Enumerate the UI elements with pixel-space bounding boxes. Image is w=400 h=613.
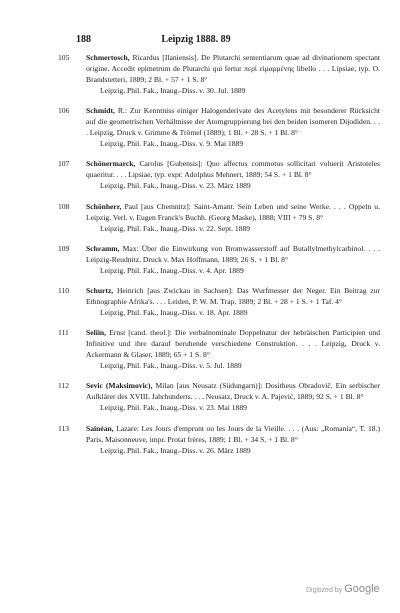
dissertation-note: Leipzig, Phil. Fak., Inaug.-Diss. v. 26. März 1889 [100, 445, 251, 455]
entry-title: Lazare: Les Jours d'emprunt ou les Jours de la Vieille. . . . (Aus: „Romania“, T. 18.) Paris, Maisonneuve, impr. Protat frères, 1889; 1 Bl. + 34 S. + 1 Bl. 8° [86, 423, 380, 444]
bibliography-entry [58, 158, 380, 191]
dissertation-note: Leipzig, Phil. Fak., Inaug.-Diss. v. 4. Apr. 1889 [100, 265, 244, 275]
entry-text [86, 52, 380, 85]
entry-number: 108 [58, 201, 70, 211]
dissertation-note: Leipzig, Phil. Fak., Inaug.-Diss. v. 18. Apr. 1889 [100, 307, 248, 317]
watermark-prefix: Digitized by [306, 587, 343, 594]
entry-number: 110 [58, 285, 70, 295]
entry-text [86, 423, 380, 445]
dissertation-note: Leipzig, Phil. Fak., Inaug.-Diss. v. 23. Mai 1889 [100, 403, 247, 413]
bibliography-entry [58, 327, 380, 371]
entry-number: 105 [58, 53, 70, 62]
dissertation-note: Leipzig, Phil. Fak., Inaug.-Diss. v. 30. Jul. 1889 [100, 86, 246, 95]
dissertation-note: Leipzig, Phil. Fak., Inaug.-Diss. v. 22. Sept. 1889 [100, 223, 251, 233]
entry-title: Paul [aus Chemnitz]: Saint-Amant. Sein Leben und seine Werke. . . . Oppeln u. Leipzig, Verl. v. Eugen Franck's Buchh. (Georg Maske), 1888; VIII + 79 S. 8° [86, 201, 380, 222]
bibliography-entry [58, 52, 380, 96]
entry-number: 106 [58, 106, 70, 116]
bibliography-entry [58, 105, 380, 149]
author-name: Schmidt, [86, 106, 115, 116]
entry-text [86, 327, 380, 360]
author-name: Schramm, [86, 243, 120, 253]
entry-number: 113 [58, 423, 70, 433]
dissertation-note: Leipzig, Phil. Fak., Inaug.-Diss. v. 23. März 1889 [100, 181, 251, 191]
author-name: Schurtz, [86, 285, 114, 295]
author-name: Sainéan, [86, 423, 114, 433]
entry-number: 107 [58, 159, 70, 169]
entry-title: Carolus [Gubensis]: Quo affectus commotus sollicitari voluerit Aristoteles quaeritur. . . . Lipsiae, typ. expr. Adolphus Mehnert, 1889; 54 S. + 1 Bl. 8° [86, 159, 380, 180]
author-name: Schönherr, [86, 201, 122, 211]
entry-text [86, 201, 380, 223]
entry-title: Milan [aus Neusatz (Südungarn)]: Dositheus Obradovič. Ein serbischer Aufklärer des XVIII. Jahrhunderts. . . . Neusatz, Druck v. A. Pajević, 1889; 92 S. + 1 Bl. 8° [86, 381, 380, 402]
bibliography-entry [58, 285, 380, 318]
bibliography-entry [58, 243, 380, 276]
entry-title: Ricardus [Ilaniensis]. De Plutarchi sententiarum quae ad divinationem spectant origine. Accedit epimetrum de Plutarchi qui fertur περὶ εἱμαρμένης libello . . . Lipsiae, typ. O. Brandstetteri, 1889; 2 Bl. + 57 + 1 S. 8° [86, 53, 380, 84]
page-header [76, 34, 316, 48]
bibliography-entry [58, 201, 380, 234]
entry-text [86, 380, 380, 402]
author-name: Seliin, [86, 328, 107, 338]
running-title: Leipzig 1888. 89 [161, 34, 231, 45]
entry-number: 112 [58, 381, 70, 391]
entry-number: 111 [58, 328, 69, 338]
bibliography-entry [58, 380, 380, 413]
entry-text [86, 158, 380, 180]
entry-number: 109 [58, 243, 70, 253]
entry-title: Max: Über die Einwirkung von Bromwasserstoff auf Butallylmethylcarbinol. . . . Leipzig-Reudnitz, Druck v. Max Hoffmann, 1889; 26 S. + 1 Bl. 8° [86, 243, 380, 264]
author-name: Schönermarck, [86, 159, 136, 169]
entry-text [86, 105, 380, 138]
entry-text [86, 243, 380, 265]
entry-title: Ernst [cand. theol.]: Die verbalnominale Doppelnatur der hebräischen Participien und Infinitive und ihre darauf beruhende verschiedene Construktion. . . . Leipzig, Druck v. Ackermann & Glaser, 1889; 65 + 1 S. 8° [86, 328, 380, 360]
author-name: Schmertosch, [86, 53, 130, 62]
entry-title: R.: Zur Kenntniss einiger Halogenderivate des Acetylens mit besonderer Rücksicht auf die geometrischen Verhältnisse der Atomgruppierung bei den beiden isomeren Dijodiden. . . . Leipzig, Druck v. Grimme & Trömel (1889); 1 Bl. + 28 S. + 1 Bl. 8° [86, 106, 380, 138]
entry-text [86, 285, 380, 307]
google-watermark [306, 583, 380, 595]
dissertation-note: Leipzig, Phil. Fak., Inaug.-Diss. v. 9. Mai 1889 [100, 139, 244, 149]
watermark-brand: Google [344, 583, 380, 595]
bibliography-entry [58, 423, 380, 456]
bibliography-list [58, 52, 380, 465]
page-number: 188 [76, 34, 91, 45]
author-name: Sevic (Maksimovic), [86, 381, 153, 391]
dissertation-note: Leipzig, Phil. Fak., Inaug.-Diss. v. 5. Jul. 1889 [100, 361, 242, 371]
entry-title: Heinrich [aus Zwickau in Sachsen]: Das Wurfmesser der Neger. Ein Beitrag zur Ethnographie Afrika's. . . . Leiden, P. W. M. Trap, 1889; 2 Bl. + 28 + 1 S. + 1 Taf. 4° [86, 285, 380, 306]
